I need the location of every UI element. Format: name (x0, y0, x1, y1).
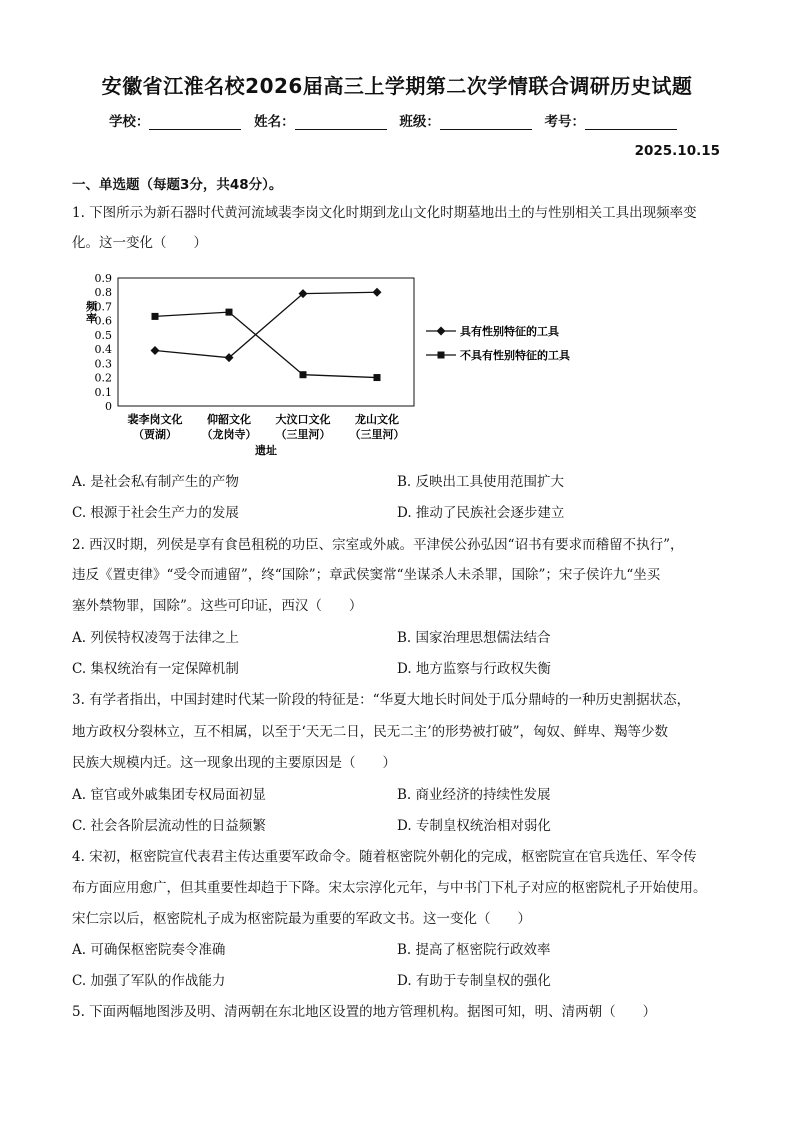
series-line-2 (155, 312, 377, 377)
data-point-diamond (373, 288, 382, 297)
plot-frame (118, 278, 414, 406)
x-tick-label: 大汶口文化 (275, 413, 331, 426)
x-tick-label: 裴李岗文化 (127, 413, 183, 426)
q1-option-a[interactable]: A. 是社会私有制产生的产物 (72, 474, 239, 490)
x-tick-sublabel: （龙岗寺） (201, 428, 257, 441)
q4-stem-line2: 布方面应用愈广，但其重要性却趋于下降。宋太宗淳化元年，与中书门下札子对应的枢密院札子开始使用。 (72, 880, 707, 896)
q1-chart (74, 268, 614, 462)
y-tick-label: 0.1 (94, 385, 112, 399)
y-tick-label: 0.6 (94, 314, 112, 328)
x-tick-sublabel: （三里河） (349, 428, 405, 441)
q3-option-b[interactable]: B. 商业经济的持续性发展 (397, 787, 551, 803)
exam-date: 2025.10.15 (634, 143, 720, 159)
data-point-square (152, 313, 159, 320)
q2-option-b[interactable]: B. 国家治理思想儒法结合 (397, 630, 551, 646)
number-blank (585, 115, 677, 130)
q3-option-a[interactable]: A. 宦官或外戚集团专权局面初显 (72, 787, 266, 803)
legend-square-icon (438, 352, 445, 359)
q4-option-a[interactable]: A. 可确保枢密院奏令准确 (72, 942, 226, 958)
y-tick-label: 0.4 (94, 343, 112, 357)
y-tick-label: 0.5 (94, 328, 112, 342)
q1-option-d[interactable]: D. 推动了民族社会逐步建立 (397, 505, 565, 521)
q2-option-a[interactable]: A. 列侯特权凌驾于法律之上 (72, 630, 239, 646)
q1-stem-line1: 1. 下图所示为新石器时代黄河流域裴李岗文化时期到龙山文化时期墓地出土的与性别相关工具出现频率变 (72, 205, 697, 221)
class-label: 班级： (399, 114, 440, 130)
y-tick-label: 0.8 (94, 286, 112, 300)
y-tick-label: 0.2 (94, 371, 112, 385)
q1-line-chart-svg (74, 268, 614, 458)
y-tick-label: 0.9 (94, 272, 112, 285)
data-point-square (374, 374, 381, 381)
q2-option-d[interactable]: D. 地方监察与行政权失衡 (397, 661, 551, 677)
q2-stem-line1: 2. 西汉时期，列侯是享有食邑租税的功臣、宗室或外戚。平津侯公孙弘因“诏书有要求而稽留不执行”， (72, 537, 684, 553)
q5-stem-line1: 5. 下面两幅地图涉及明、清两朝在东北地区设置的地方管理机构。据图可知，明、清两朝（ ） (72, 1004, 657, 1020)
data-point-square (226, 309, 233, 316)
x-tick-label: 龙山文化 (355, 413, 399, 426)
data-point-square (300, 371, 307, 378)
q4-stem-line3: 宋仁宗以后，枢密院札子成为枢密院最为重要的军政文书。这一变化（ ） (72, 911, 531, 927)
x-tick-sublabel: （三里河） (275, 428, 331, 441)
q2-stem-line3: 塞外禁物罪，国除”。这些可印证，西汉（ ） (72, 598, 363, 614)
q4-option-d[interactable]: D. 有助于专制皇权的强化 (397, 973, 551, 989)
series-line-1 (155, 292, 377, 357)
q2-option-c[interactable]: C. 集权统治有一定保障机制 (72, 661, 239, 677)
name-blank (295, 115, 387, 130)
y-axis-label-char1: 频 (86, 300, 97, 313)
q3-option-c[interactable]: C. 社会各阶层流动性的日益频繁 (72, 818, 266, 834)
class-blank (440, 115, 532, 130)
student-info-row (0, 110, 794, 130)
q2-stem-line2: 违反《置吏律》“受令而逋留”，终“国除”；章武侯窦常“坐谋杀人未杀罪，国除”；宋子侯许九“坐买 (72, 567, 661, 583)
x-axis-label: 遗址 (255, 444, 277, 457)
x-tick-label: 仰韶文化 (207, 413, 251, 426)
q4-option-b[interactable]: B. 提高了枢密院行政效率 (397, 942, 551, 958)
q4-option-c[interactable]: C. 加强了军队的作战能力 (72, 973, 226, 989)
number-label: 考号： (544, 114, 586, 130)
section-heading: 一、单选题（每题3分，共48分）。 (72, 177, 283, 193)
q4-stem-line1: 4. 宋初，枢密院宣代表君主传达重要军政命令。随着枢密院外朝化的完成，枢密院宣在官兵选任、军令传 (72, 849, 697, 865)
q1-option-b[interactable]: B. 反映出工具使用范围扩大 (397, 474, 565, 490)
y-tick-label: 0.3 (94, 357, 112, 371)
x-tick-sublabel: （贾湖） (133, 428, 177, 441)
q1-stem-line2: 化。这一变化（ ） (72, 235, 207, 251)
q3-stem-line2: 地方政权分裂林立，互不相属，以至于‘天无二日，民无二主’的形势被打破”，匈奴、鲜卑、羯等少数 (72, 724, 668, 740)
data-point-diamond (151, 346, 160, 355)
legend-label: 具有性别特征的工具 (460, 325, 559, 338)
school-label: 学校： (108, 114, 150, 130)
legend-label: 不具有性别特征的工具 (460, 349, 570, 362)
y-tick-label: 0 (105, 400, 112, 413)
exam-title: 安徽省江淮名校2026届高三上学期第二次学情联合调研历史试题 (101, 74, 693, 98)
y-tick-label: 0.7 (94, 300, 112, 314)
name-label: 姓名： (254, 114, 295, 130)
school-blank (149, 115, 241, 130)
y-axis-label-char2: 率 (86, 312, 97, 325)
q1-option-c[interactable]: C. 根源于社会生产力的发展 (72, 505, 239, 521)
q3-stem-line3: 民族大规模内迁。这一现象出现的主要原因是（ ） (72, 755, 396, 771)
q3-option-d[interactable]: D. 专制皇权统治相对弱化 (397, 818, 551, 834)
legend-diamond-icon (437, 327, 446, 336)
q3-stem-line1: 3. 有学者指出，中国封建时代某一阶段的特征是：“华夏大地长时间处于瓜分鼎峙的一种历史割据状态， (72, 692, 691, 708)
